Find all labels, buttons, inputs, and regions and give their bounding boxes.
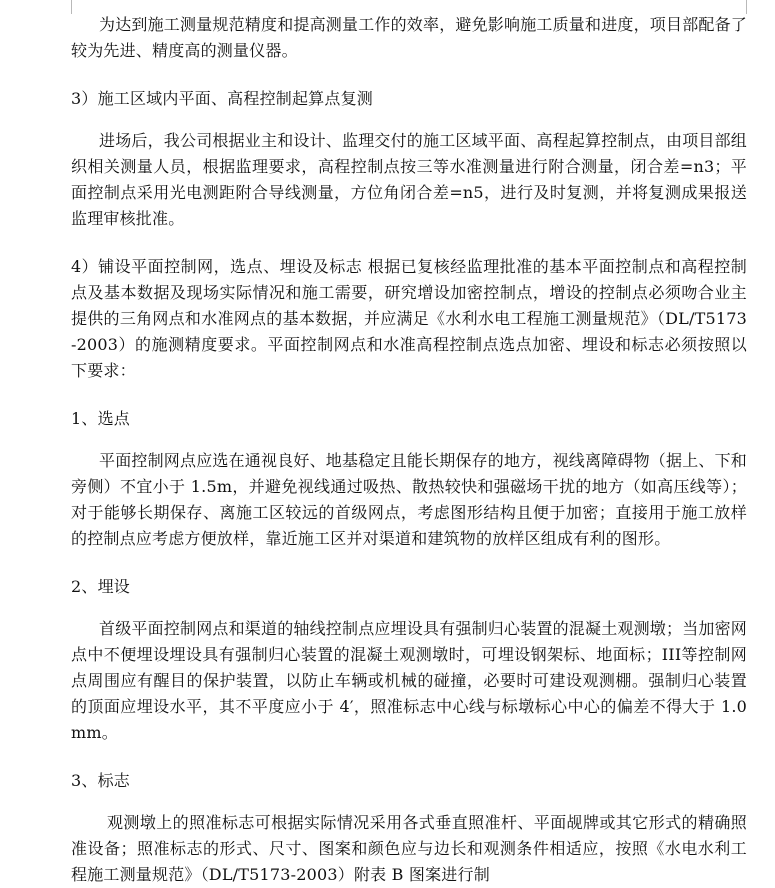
heading-embedding: 2、埋设 (71, 577, 130, 596)
paragraph-site-selection: 平面控制网点应选在通视良好、地基稳定且能长期保存的地方，视线离障碍物（据上、下和旁侧）不宜小于 1.5m，并避免视线通过吸热、散热较快和强磁场干扰的地方（如高压线等）；对于能够长期保存、离施工区较远的首级网点，考虑图形结构且便于加密；直接用于施工放样的控制点应考虑方便放样，靠近施工区并对渠道和建筑物的放样区组成有利的图形。 (71, 451, 748, 548)
paragraph-control-network: 4）铺设平面控制网，选点、埋设及标志 根据已复核经监理批准的基本平面控制点和高程控制点及基本数据及现场实际情况和施工需要，研究增设加密控制点，增设的控制点必须吻合业主提供的三角网点和水准网点的基本数据，并应满足《水利水电工程施工测量规范》（DL/T5173-2003）的施测精度要求。平面控制网点和水准高程控制点选点加密、埋设和标志必须按照以下要求： (71, 257, 747, 380)
paragraph-recheck: 进场后，我公司根据业主和设计、监理交付的施工区域平面、高程起算控制点，由项目部组织相关测量人员，根据监理要求，高程控制点按三等水准测量进行附合测量，闭合差=n3；平面控制点采用光电测距附合导线测量，方位角闭合差=n5，进行及时复测，并将复测成果报送监理审核批准。 (71, 131, 748, 228)
document-body (71, 12, 747, 888)
heading-site-selection: 1、选点 (71, 409, 130, 428)
paragraph-marking: 观测墩上的照准标志可根据实际情况采用各式垂直照准杆、平面觇牌或其它形式的精确照准设备；照准标志的形式、尺寸、图案和颜色应与边长和观测条件相适应，按照《水电水利工程施工测量规范》（DL/T5173-2003）附表 B 图案进行制 (71, 813, 747, 884)
heading-control-point-recheck: 3）施工区域内平面、高程控制起算点复测 (71, 89, 373, 108)
paragraph-instruments: 为达到施工测量规范精度和提高测量工作的效率，避免影响施工质量和进度，项目部配备了较为先进、精度高的测量仪器。 (71, 15, 748, 60)
paragraph-embedding: 首级平面控制网点和渠道的轴线控制点应埋设具有强制归心装置的混凝土观测墩；当加密网点中不便埋设埋设具有强制归心装置的混凝土观测墩时，可埋设钢架标、地面标；III等控制网点周围应有醒目的保护装置，以防止车辆或机械的碰撞，必要时可建设观测棚。强制归心装置的顶面应埋设水平，其不平度应小于 4′，照准标志中心线与标墩标心中心的偏差不得大于 1.0mm。 (71, 619, 748, 742)
heading-marking: 3、标志 (71, 771, 130, 790)
